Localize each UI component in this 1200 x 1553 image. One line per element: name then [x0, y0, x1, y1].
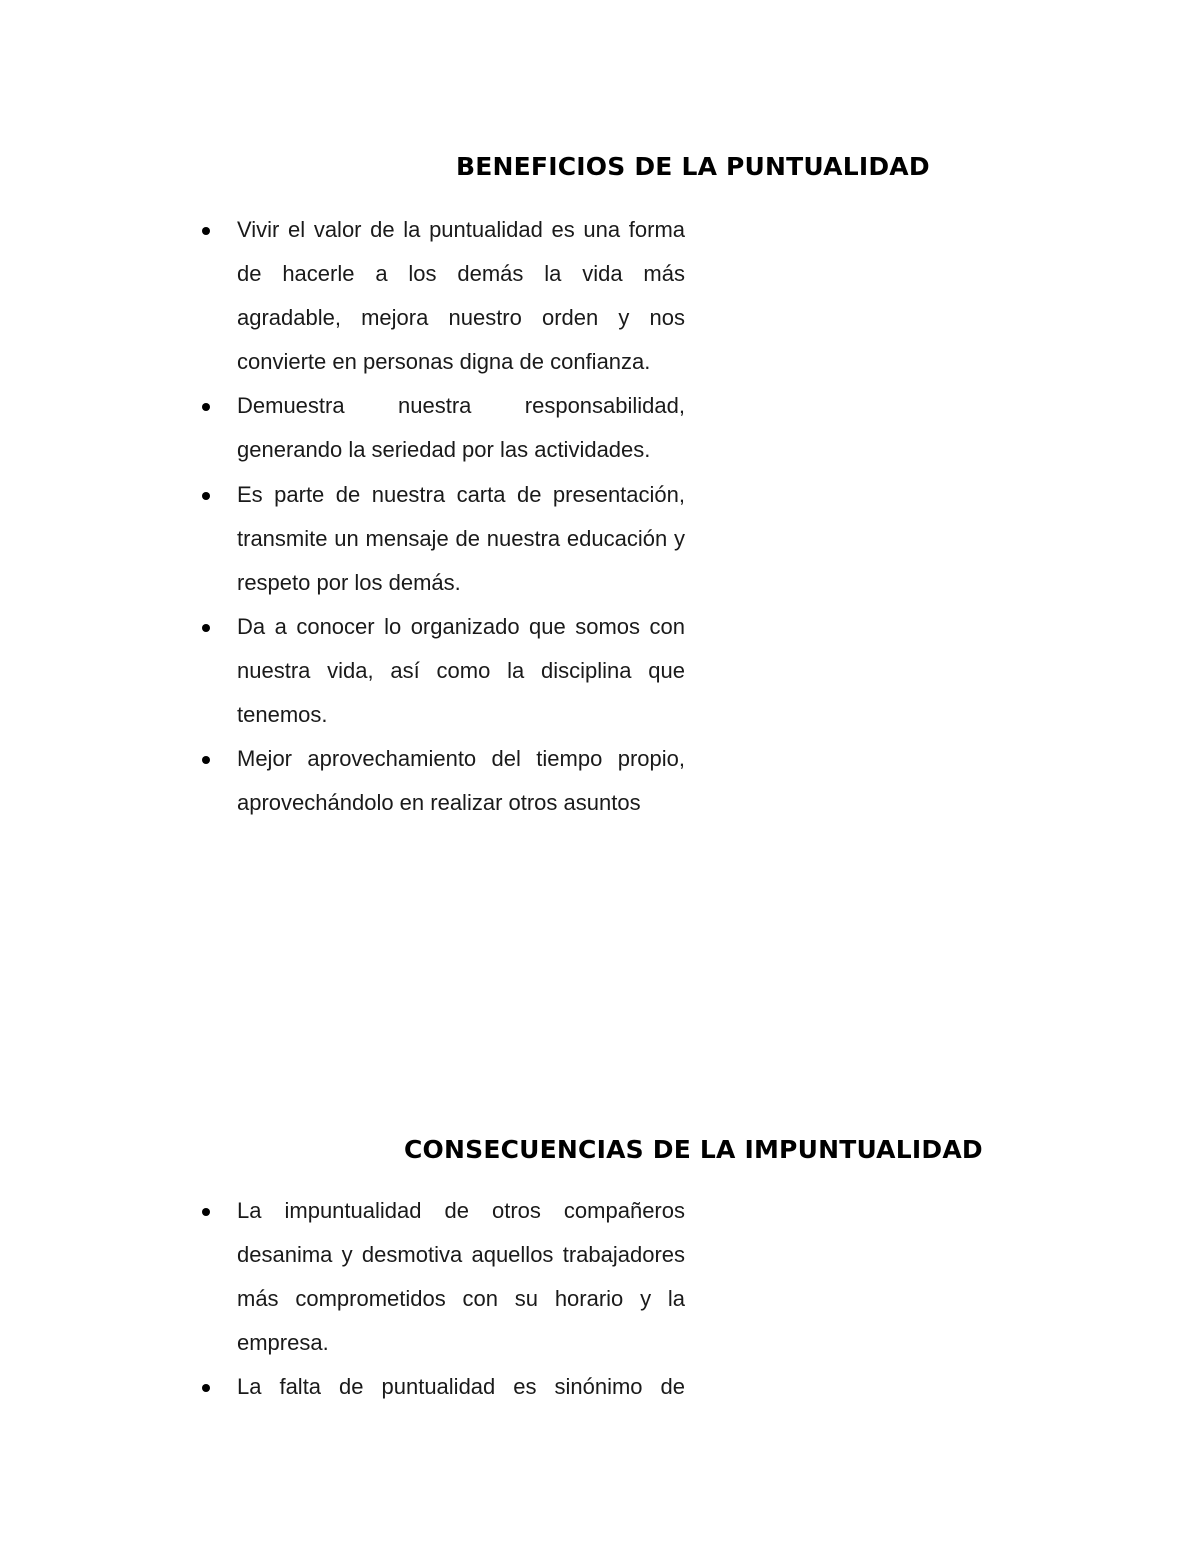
bullet-icon — [202, 624, 210, 632]
bullet-icon — [202, 756, 210, 764]
beneficios-list — [198, 208, 685, 825]
section-heading-beneficios: BENEFICIOS DE LA PUNTUALIDAD — [456, 152, 930, 181]
bullet-icon — [202, 403, 210, 411]
list-item — [198, 384, 685, 472]
consecuencias-list — [198, 1189, 685, 1409]
bullet-icon — [202, 1208, 210, 1216]
list-item — [198, 1365, 685, 1409]
list-item-text: Da a conocer lo organizado que somos con nuestra vida, así como la disciplina que tenemos. — [237, 613, 685, 728]
list-item — [198, 605, 685, 737]
list-item — [198, 473, 685, 605]
bullet-icon — [202, 1384, 210, 1392]
list-item-text: Es parte de nuestra carta de presentación, transmite un mensaje de nuestra educación y respeto por los demás. — [237, 481, 685, 595]
list-item-text: Mejor aprovechamiento del tiempo propio, aprovechándolo en realizar otros asuntos — [237, 746, 685, 816]
list-item-text: La impuntualidad de otros compañeros desanima y desmotiva aquellos trabajadores más comprometidos con su horario y la empresa. — [237, 1198, 685, 1356]
section-heading-consecuencias: CONSECUENCIAS DE LA IMPUNTUALIDAD — [404, 1135, 983, 1164]
bullet-icon — [202, 227, 210, 235]
list-item — [198, 208, 685, 384]
list-item-text: Vivir el valor de la puntualidad es una forma de hacerle a los demás la vida más agradable, mejora nuestro orden y nos convierte en personas digna de confianza. — [237, 217, 685, 375]
list-item — [198, 737, 685, 825]
list-item — [198, 1189, 685, 1365]
list-item-text: Demuestra nuestra responsabilidad, generando la seriedad por las actividades. — [237, 393, 685, 463]
list-item-text: La falta de puntualidad es sinónimo de — [237, 1374, 685, 1400]
bullet-icon — [202, 492, 210, 500]
